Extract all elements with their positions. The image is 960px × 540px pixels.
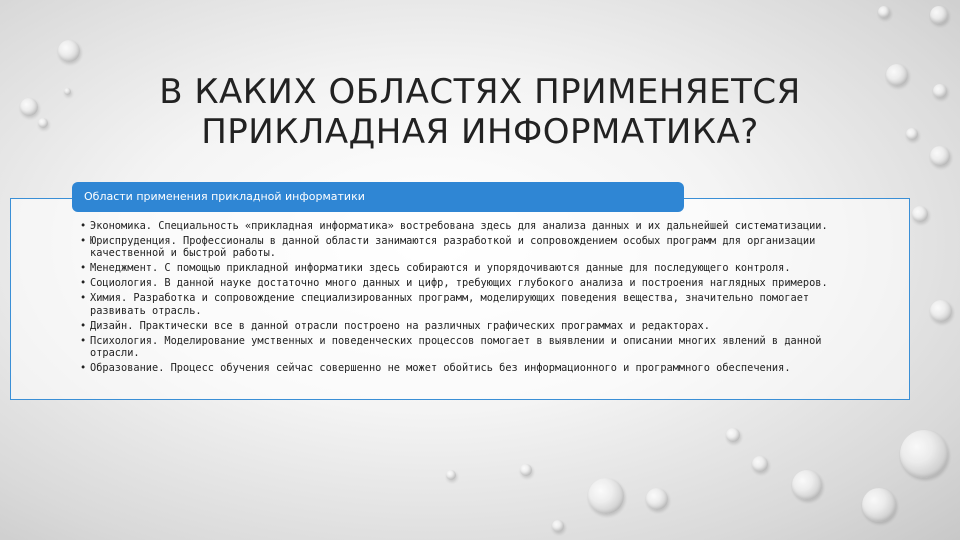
water-drop-icon <box>900 430 948 478</box>
water-drop-icon <box>646 488 668 510</box>
section-header: Области применения прикладной информатики <box>72 182 684 212</box>
water-drop-icon <box>726 428 740 442</box>
water-drop-icon <box>792 470 822 500</box>
list-item: • Социология. В данной науке достаточно много данных и цифр, требующих глубокого анализа и построения наглядных примеров. <box>80 277 840 289</box>
bullet-list <box>80 220 840 377</box>
list-item: • Химия. Разработка и сопровождение специализированных программ, моделирующих поведения вещества, значительно помогает развивать отрасль. <box>80 292 840 317</box>
water-drop-icon <box>752 456 768 472</box>
water-drop-icon <box>930 146 950 166</box>
list-item: • Экономика. Специальность «прикладная информатика» востребована здесь для анализа данных и их дальнейшей систематизации. <box>80 220 840 232</box>
water-drop-icon <box>862 488 896 522</box>
list-item: • Дизайн. Практически все в данной отрасли построено на различных графических программах и редакторах. <box>80 320 840 332</box>
water-drop-icon <box>64 88 71 95</box>
water-drop-icon <box>552 520 564 532</box>
water-drop-icon <box>58 40 80 62</box>
slide-title: В КАКИХ ОБЛАСТЯХ ПРИМЕНЯЕТСЯ ПРИКЛАДНАЯ ИНФОРМАТИКА? <box>159 72 801 152</box>
list-item: • Психология. Моделирование умственных и поведенческих процессов помогает в выявлении и описании многих явлений в данной отрасли. <box>80 335 840 360</box>
water-drop-icon <box>930 300 952 322</box>
list-item: • Менеджмент. С помощью прикладной информатики здесь собираются и упорядочиваются данные для последующего контроля. <box>80 262 840 274</box>
water-drop-icon <box>520 464 532 476</box>
water-drop-icon <box>588 478 624 514</box>
water-drop-icon <box>930 6 948 24</box>
water-drop-icon <box>20 98 38 116</box>
water-drop-icon <box>446 470 456 480</box>
water-drop-icon <box>906 128 918 140</box>
water-drop-icon <box>933 84 947 98</box>
water-drop-icon <box>912 206 928 222</box>
water-drop-icon <box>38 118 48 128</box>
list-item: • Образование. Процесс обучения сейчас совершенно не может обойтись без информационного и программного обеспечения. <box>80 362 840 374</box>
water-drop-icon <box>878 6 890 18</box>
water-drop-icon <box>886 64 908 86</box>
list-item: • Юриспруденция. Профессионалы в данной области занимаются разработкой и сопровождением особых программ для организации качественной и быстрой работы. <box>80 235 840 260</box>
